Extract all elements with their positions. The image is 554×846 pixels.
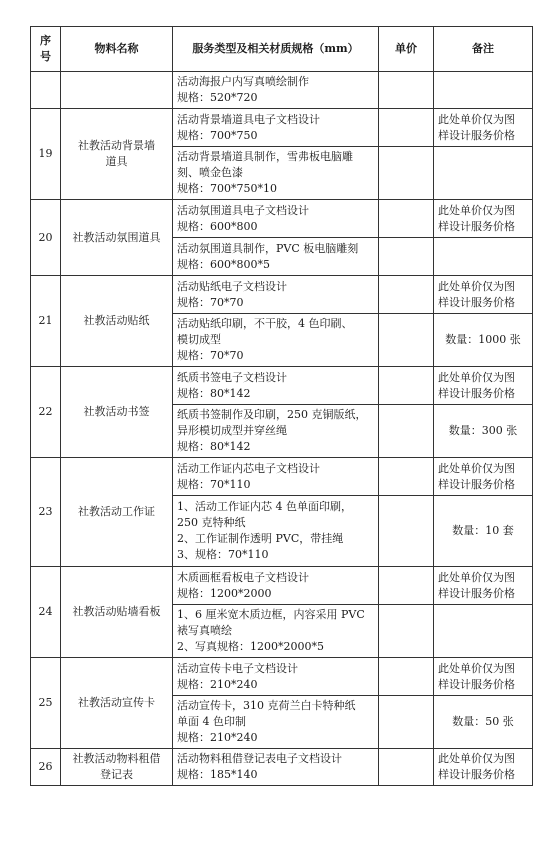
unit-price-cell: [379, 367, 434, 405]
header-price: 单价: [379, 27, 434, 72]
service-spec-line: 异形模切成型并穿丝绳: [177, 424, 287, 437]
service-spec-line: 活动氛围道具电子文档设计: [177, 203, 309, 217]
material-name-line: 登记表: [100, 768, 133, 781]
remark-line: 样设计服务价格: [438, 586, 515, 600]
remark-cell: [434, 696, 533, 749]
table-row: [31, 109, 533, 147]
service-spec-line: 活动物料租借登记表电子文档设计: [177, 752, 342, 765]
service-spec-line: 规格：700*750: [177, 128, 258, 142]
service-spec-cell: [173, 109, 379, 147]
service-spec-line: 活动贴纸印刷，不干胶，4 色印刷、: [177, 317, 353, 330]
material-name-line: 社教活动物料租借: [72, 752, 161, 765]
service-spec-cell: [173, 696, 379, 749]
service-spec-line: 木质画框看板电子文档设计: [177, 570, 309, 584]
remark-line: 样设计服务价格: [438, 128, 515, 142]
remark-line: 样设计服务价格: [438, 386, 515, 400]
material-name-cell: [61, 658, 173, 749]
service-spec-line: 刻、喷金色漆: [177, 166, 243, 179]
row-number-cell: 25: [31, 658, 61, 749]
table-row: [31, 200, 533, 238]
service-spec-line: 3、规格：70*110: [177, 548, 269, 561]
remark-cell: [434, 458, 533, 496]
remark-line: 数量：1000 张: [445, 333, 521, 346]
remark-line: 样设计服务价格: [438, 477, 515, 491]
unit-price-cell: [379, 314, 434, 367]
service-spec-line: 活动宣传卡电子文档设计: [177, 661, 298, 675]
row-number-cell: 20: [31, 200, 61, 276]
service-spec-cell: [173, 200, 379, 238]
remark-line: 数量：10 套: [452, 524, 514, 537]
service-spec-cell: [173, 72, 379, 109]
material-name-line: 社教活动工作证: [78, 505, 155, 518]
row-number-cell: 26: [31, 749, 61, 786]
service-spec-cell: [173, 147, 379, 200]
unit-price-cell: [379, 147, 434, 200]
service-spec-cell: [173, 276, 379, 314]
remark-cell: [434, 567, 533, 605]
service-spec-line: 规格：70*70: [177, 349, 244, 362]
header-remark: 备注: [434, 27, 533, 72]
remark-line: 此处单价仅为图: [438, 203, 515, 217]
material-name-cell: [61, 109, 173, 200]
unit-price-cell: [379, 405, 434, 458]
service-spec-line: 规格：520*720: [177, 91, 258, 104]
service-spec-cell: [173, 496, 379, 567]
table-row: [31, 458, 533, 496]
remark-cell: [434, 147, 533, 200]
service-spec-line: 1、活动工作证内芯 4 色单面印刷，: [177, 500, 352, 513]
service-spec-line: 规格：700*750*10: [177, 182, 277, 195]
remark-cell: [434, 367, 533, 405]
remark-line: 样设计服务价格: [438, 295, 515, 309]
unit-price-cell: [379, 567, 434, 605]
remark-line: 样设计服务价格: [438, 677, 515, 691]
material-name-cell: [61, 458, 173, 567]
table-row: [31, 276, 533, 314]
remark-cell: [434, 658, 533, 696]
remark-cell: [434, 238, 533, 276]
service-spec-cell: [173, 405, 379, 458]
service-spec-line: 规格：80*142: [177, 440, 251, 453]
remark-line: 此处单价仅为图: [438, 461, 515, 475]
service-spec-cell: [173, 658, 379, 696]
unit-price-cell: [379, 238, 434, 276]
table-row: [31, 367, 533, 405]
remark-cell: [434, 405, 533, 458]
service-spec-line: 活动工作证内芯电子文档设计: [177, 461, 320, 475]
table-row: [31, 658, 533, 696]
remark-line: 样设计服务价格: [438, 768, 515, 781]
service-spec-cell: [173, 458, 379, 496]
service-spec-cell: [173, 367, 379, 405]
row-number-cell: 19: [31, 109, 61, 200]
unit-price-cell: [379, 200, 434, 238]
service-spec-line: 1、6 厘米宽木质边框，内容采用 PVC: [177, 608, 365, 621]
remark-line: 此处单价仅为图: [438, 570, 515, 584]
unit-price-cell: [379, 458, 434, 496]
service-spec-line: 裱写真喷绘: [177, 624, 232, 637]
service-spec-line: 纸质书签制作及印刷，250 克铜版纸，: [177, 408, 367, 421]
table-header-row: [31, 27, 533, 72]
service-spec-line: 2、写真规格：1200*2000*5: [177, 640, 324, 653]
remark-line: 此处单价仅为图: [438, 112, 515, 126]
unit-price-cell: [379, 605, 434, 658]
material-name-cell: [61, 200, 173, 276]
unit-price-cell: [379, 658, 434, 696]
service-spec-line: 活动背景墙道具制作，雪弗板电脑雕: [177, 150, 353, 163]
remark-line: 样设计服务价格: [438, 219, 515, 233]
row-number-cell: 22: [31, 367, 61, 458]
unit-price-cell: [379, 749, 434, 786]
material-name-cell: [61, 72, 173, 109]
service-spec-cell: [173, 238, 379, 276]
remark-cell: [434, 200, 533, 238]
remark-line: 此处单价仅为图: [438, 661, 515, 675]
remark-line: 此处单价仅为图: [438, 370, 515, 384]
row-number-cell: 24: [31, 567, 61, 658]
unit-price-cell: [379, 496, 434, 567]
table-row: [31, 749, 533, 786]
material-name-line: 道具: [105, 155, 128, 168]
procurement-table: [30, 26, 533, 786]
remark-line: 数量：50 张: [452, 715, 514, 728]
service-spec-line: 模切成型: [177, 333, 221, 346]
table-body: [31, 72, 533, 786]
material-name-line: 社教活动贴纸: [83, 314, 150, 327]
material-name-line: 社教活动背景墙: [78, 139, 155, 152]
remark-cell: [434, 605, 533, 658]
remark-line: 此处单价仅为图: [438, 279, 515, 293]
header-no: 序号: [31, 27, 61, 72]
table-row: [31, 72, 533, 109]
remark-line: 数量：300 张: [448, 424, 518, 437]
unit-price-cell: [379, 696, 434, 749]
service-spec-line: 活动贴纸电子文档设计: [177, 279, 287, 293]
unit-price-cell: [379, 72, 434, 109]
service-spec-line: 活动海报户内写真喷绘制作: [177, 75, 309, 88]
service-spec-line: 纸质书签电子文档设计: [177, 370, 287, 384]
service-spec-cell: [173, 605, 379, 658]
service-spec-line: 活动宣传卡，310 克荷兰白卡特种纸: [177, 699, 356, 712]
service-spec-line: 规格：70*70: [177, 295, 244, 309]
service-spec-line: 2、工作证制作透明 PVC，带挂绳: [177, 532, 344, 545]
material-name-line: 社教活动书签: [83, 405, 150, 418]
service-spec-line: 规格：80*142: [177, 386, 251, 400]
table-row: [31, 567, 533, 605]
material-name-line: 社教活动宣传卡: [78, 696, 155, 709]
material-name-line: 社教活动贴墙看板: [72, 605, 161, 618]
remark-cell: [434, 109, 533, 147]
service-spec-line: 250 克特种纸: [177, 516, 246, 529]
unit-price-cell: [379, 109, 434, 147]
service-spec-line: 规格：70*110: [177, 477, 251, 491]
material-name-cell: [61, 276, 173, 367]
remark-cell: [434, 496, 533, 567]
service-spec-line: 规格：600*800*5: [177, 257, 270, 271]
unit-price-cell: [379, 276, 434, 314]
material-name-cell: [61, 567, 173, 658]
service-spec-line: 活动背景墙道具电子文档设计: [177, 112, 320, 126]
service-spec-line: 规格：210*240: [177, 731, 258, 744]
material-name-cell: [61, 749, 173, 786]
remark-line: 此处单价仅为图: [438, 752, 515, 765]
material-name-line: 社教活动氛围道具: [72, 230, 161, 244]
service-spec-cell: [173, 314, 379, 367]
row-number-cell: 21: [31, 276, 61, 367]
header-name: 物料名称: [61, 27, 173, 72]
material-name-cell: [61, 367, 173, 458]
service-spec-line: 规格：1200*2000: [177, 586, 272, 600]
service-spec-cell: [173, 749, 379, 786]
header-spec: 服务类型及相关材质规格（mm）: [173, 27, 379, 72]
remark-cell: [434, 749, 533, 786]
service-spec-line: 单面 4 色印制: [177, 715, 246, 728]
service-spec-line: 规格：185*140: [177, 768, 258, 781]
remark-cell: [434, 72, 533, 109]
remark-cell: [434, 276, 533, 314]
service-spec-line: 规格：600*800: [177, 219, 258, 233]
service-spec-line: 活动氛围道具制作，PVC 板电脑雕刻: [177, 241, 359, 255]
service-spec-line: 规格：210*240: [177, 677, 258, 691]
row-number-cell: 23: [31, 458, 61, 567]
service-spec-cell: [173, 567, 379, 605]
remark-cell: [434, 314, 533, 367]
row-number-cell: [31, 72, 61, 109]
